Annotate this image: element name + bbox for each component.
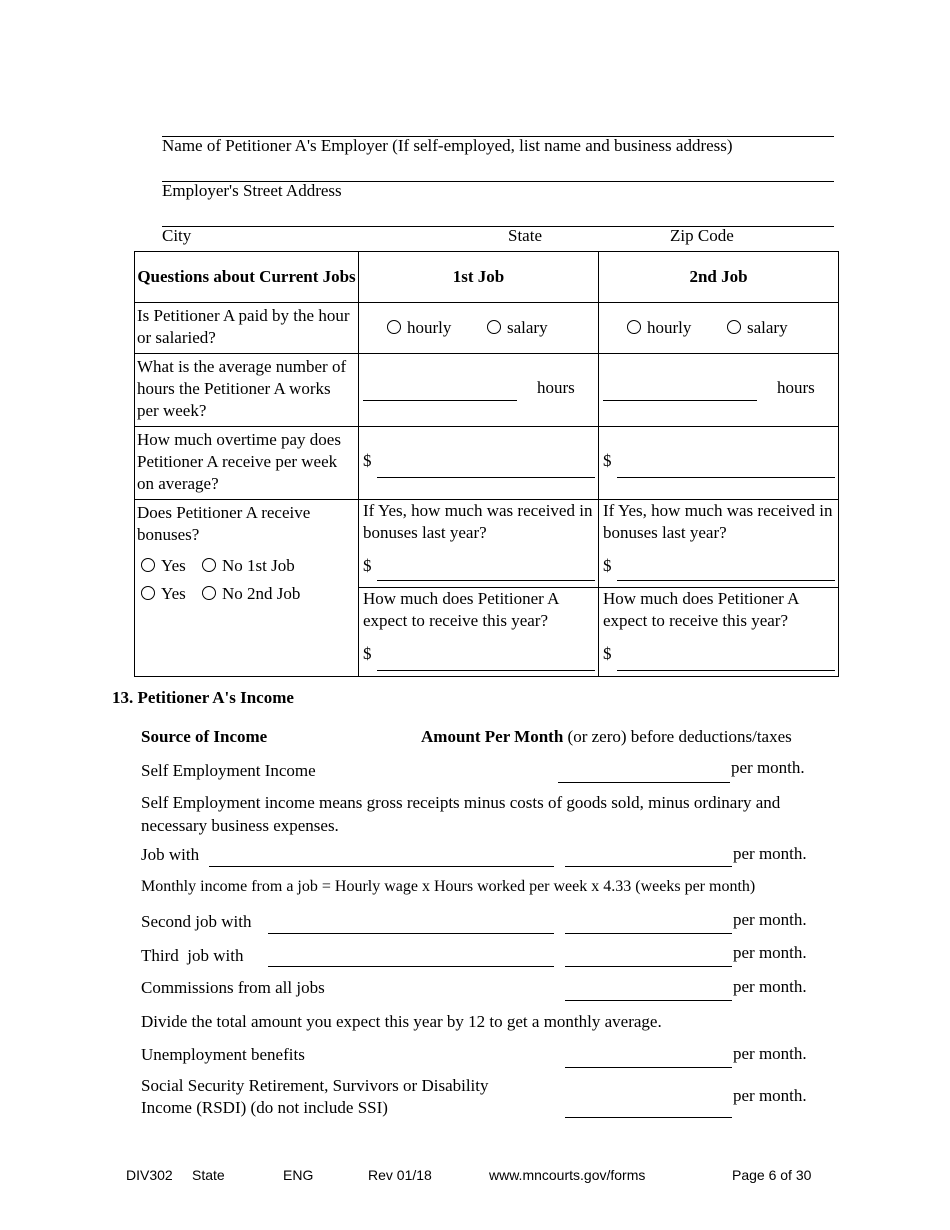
salary-option-job1[interactable]: salary (487, 318, 548, 338)
radio-icon[interactable] (202, 586, 216, 600)
paid-job2-cell (598, 302, 839, 354)
bonus-question-cell (134, 499, 359, 677)
monthly-income-note: Monthly income from a job = Hourly wage x Hours worked per week x 4.33 (weeks per month) (141, 878, 756, 895)
overtime-job1-cell (358, 426, 599, 500)
paid-question: Is Petitioner A paid by the hour or salaried? (134, 302, 359, 354)
rsdi-amount-field[interactable] (565, 1117, 732, 1118)
radio-icon[interactable] (487, 320, 501, 334)
employer-street-label: Employer's Street Address (162, 181, 342, 200)
bonus-no-job1[interactable]: No 1st Job (202, 556, 295, 575)
per-month: per month. (733, 977, 807, 996)
per-month: per month. (731, 758, 805, 777)
bonus-this-year-label: How much does Petitioner A expect to receive this year? (363, 589, 559, 630)
radio-icon[interactable] (141, 586, 155, 600)
overtime-job2-cell (598, 426, 839, 500)
per-month: per month. (733, 943, 807, 962)
bonus-this-year-job2-cell (598, 587, 839, 677)
hours-job2-cell (598, 353, 839, 427)
bonus-last-year-job2-field[interactable] (617, 580, 835, 581)
dollar-sign: $ (603, 644, 612, 663)
dollar-sign: $ (363, 451, 372, 470)
hours-job1-field[interactable] (363, 400, 517, 401)
header-job1: 1st Job (358, 251, 599, 303)
hours-job2-field[interactable] (603, 400, 757, 401)
hourly-option-job2[interactable]: hourly (627, 318, 691, 338)
radio-icon[interactable] (202, 558, 216, 572)
self-employment-label: Self Employment Income (141, 761, 316, 780)
city-label: City (162, 226, 192, 245)
footer-page-number: Page 6 of 30 (732, 1167, 812, 1183)
hours-question: What is the average number of hours the Petitioner A works per week? (134, 353, 359, 427)
divide-note: Divide the total amount you expect this year by 12 to get a monthly average. (141, 1012, 662, 1031)
employer-name-label: Name of Petitioner A's Employer (If self-employed, list name and business address) (162, 136, 733, 155)
bonus-this-year-job2-field[interactable] (617, 670, 835, 671)
hours-unit-job1: hours (537, 378, 575, 397)
unemployment-label: Unemployment benefits (141, 1045, 305, 1064)
third-job-employer-field[interactable] (268, 966, 554, 967)
header-job2: 2nd Job (598, 251, 839, 303)
radio-icon[interactable] (727, 320, 741, 334)
self-employment-amount-field[interactable] (558, 782, 730, 783)
per-month: per month. (733, 1086, 807, 1105)
dollar-sign: $ (363, 644, 372, 663)
bonus-options-job2 (141, 584, 300, 604)
per-month: per month. (733, 910, 807, 929)
job-with-amount-field[interactable] (565, 866, 732, 867)
bonus-this-year-job1-field[interactable] (377, 670, 595, 671)
third-job-label: Third job with (141, 946, 244, 965)
third-job-amount-field[interactable] (565, 966, 732, 967)
commissions-label: Commissions from all jobs (141, 978, 325, 997)
second-job-label: Second job with (141, 912, 252, 931)
overtime-job2-field[interactable] (617, 477, 835, 478)
second-job-employer-field[interactable] (268, 933, 554, 934)
bonus-yes-job2[interactable]: Yes (141, 584, 186, 603)
bonus-last-year-label: If Yes, how much was received in bonuses last year? (603, 501, 833, 542)
salary-option-job2[interactable]: salary (727, 318, 788, 338)
hours-job1-cell (358, 353, 599, 427)
dollar-sign: $ (603, 451, 612, 470)
hours-unit-job2: hours (777, 378, 815, 397)
income-section-title: 13. Petitioner A's Income (112, 688, 294, 707)
overtime-job1-field[interactable] (377, 477, 595, 478)
second-job-amount-field[interactable] (565, 933, 732, 934)
bonus-yes-job1[interactable]: Yes (141, 556, 186, 575)
zip-label: Zip Code (670, 226, 734, 245)
bonus-options-job1 (141, 556, 295, 576)
per-month: per month. (733, 1044, 807, 1063)
amount-header: Amount Per Month (or zero) before deductions/taxes (421, 727, 792, 746)
footer-url[interactable]: www.mncourts.gov/forms (489, 1167, 646, 1183)
bonus-last-year-job1-field[interactable] (377, 580, 595, 581)
bonus-this-year-label: How much does Petitioner A expect to receive this year? (603, 589, 799, 630)
footer-state: State (192, 1167, 225, 1183)
bonus-last-year-job2-cell (598, 499, 839, 588)
bonus-question: Does Petitioner A receive bonuses? (137, 503, 311, 544)
job-with-label: Job with (141, 845, 200, 864)
header-questions: Questions about Current Jobs (134, 251, 359, 303)
footer-language: ENG (283, 1167, 314, 1183)
state-label: State (508, 226, 542, 245)
footer-revision: Rev 01/18 (368, 1167, 432, 1183)
per-month: per month. (733, 844, 807, 863)
dollar-sign: $ (603, 556, 612, 575)
radio-icon[interactable] (141, 558, 155, 572)
bonus-no-job2[interactable]: No 2nd Job (202, 584, 300, 603)
bonus-last-year-label: If Yes, how much was received in bonuses last year? (363, 501, 593, 542)
self-employment-note: Self Employment income means gross receipts minus costs of goods sold, minus ordinary and necessary business expenses. (141, 793, 781, 835)
commissions-amount-field[interactable] (565, 1000, 732, 1001)
radio-icon[interactable] (627, 320, 641, 334)
footer-form-code: DIV302 (126, 1167, 173, 1183)
rsdi-label-line1: Social Security Retirement, Survivors or Disability (141, 1076, 489, 1095)
dollar-sign: $ (363, 556, 372, 575)
unemployment-amount-field[interactable] (565, 1067, 732, 1068)
hourly-option-job1[interactable]: hourly (387, 318, 451, 338)
paid-job1-cell (358, 302, 599, 354)
radio-icon[interactable] (387, 320, 401, 334)
bonus-this-year-job1-cell (358, 587, 599, 677)
job-with-employer-field[interactable] (209, 866, 554, 867)
overtime-question: How much overtime pay does Petitioner A receive per week on average? (134, 426, 359, 500)
bonus-last-year-job1-cell (358, 499, 599, 588)
rsdi-label-line2: Income (RSDI) (do not include SSI) (141, 1098, 388, 1117)
source-header: Source of Income (141, 727, 268, 746)
